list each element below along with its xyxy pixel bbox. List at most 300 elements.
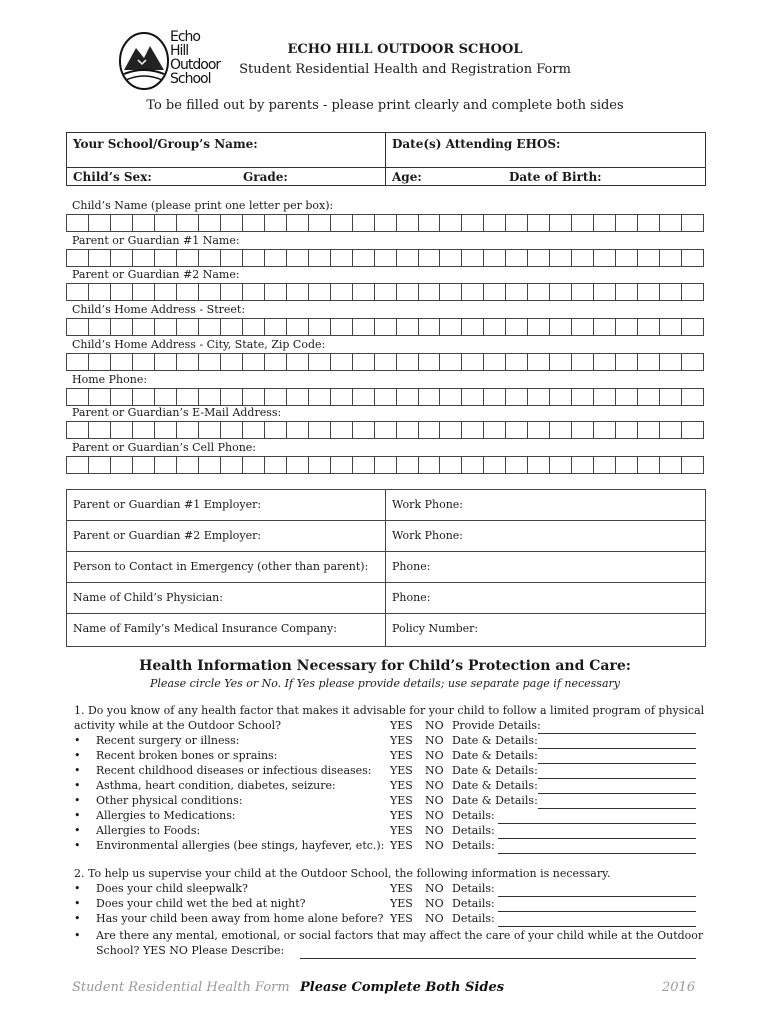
details-line[interactable] — [498, 823, 696, 824]
letter-box[interactable] — [243, 318, 265, 336]
letter-box[interactable] — [111, 318, 133, 336]
letter-box[interactable] — [462, 283, 484, 301]
guardian2-name-boxes[interactable] — [66, 283, 704, 301]
letter-box[interactable] — [199, 318, 221, 336]
letter-box[interactable] — [594, 353, 616, 371]
letter-box[interactable] — [89, 283, 111, 301]
letter-box[interactable] — [287, 214, 309, 232]
letter-box[interactable] — [243, 388, 265, 406]
letter-box[interactable] — [397, 214, 419, 232]
letter-box[interactable] — [133, 318, 155, 336]
table-row[interactable] — [67, 521, 705, 552]
letter-box[interactable] — [638, 214, 660, 232]
letter-box[interactable] — [594, 421, 616, 439]
letter-box[interactable] — [177, 249, 199, 267]
no-option[interactable]: NO — [425, 824, 444, 837]
letter-box[interactable] — [528, 214, 550, 232]
letter-box[interactable] — [616, 421, 638, 439]
letter-box[interactable] — [419, 353, 441, 371]
letter-box[interactable] — [682, 388, 704, 406]
letter-box[interactable] — [506, 388, 528, 406]
table-row[interactable] — [67, 614, 705, 645]
letter-box[interactable] — [462, 353, 484, 371]
letter-box[interactable] — [221, 353, 243, 371]
question-1-text-cont: activity while at the Outdoor School? — [74, 719, 282, 732]
letter-box[interactable] — [331, 421, 353, 439]
details-label: Date & Details: — [452, 749, 538, 762]
letter-box[interactable] — [484, 283, 506, 301]
letter-box[interactable] — [638, 353, 660, 371]
letter-box[interactable] — [155, 388, 177, 406]
letter-box[interactable] — [397, 456, 419, 474]
letter-box[interactable] — [89, 456, 111, 474]
letter-box[interactable] — [638, 249, 660, 267]
letter-box[interactable] — [484, 421, 506, 439]
letter-box[interactable] — [660, 353, 682, 371]
letter-box[interactable] — [309, 421, 331, 439]
letter-box[interactable] — [572, 353, 594, 371]
letter-box[interactable] — [440, 388, 462, 406]
letter-box[interactable] — [331, 388, 353, 406]
letter-box[interactable] — [221, 456, 243, 474]
details-line[interactable] — [538, 763, 696, 764]
letter-box[interactable] — [616, 249, 638, 267]
letter-box[interactable] — [155, 353, 177, 371]
letter-box[interactable] — [660, 456, 682, 474]
letter-box[interactable] — [221, 214, 243, 232]
letter-box[interactable] — [484, 456, 506, 474]
letter-box[interactable] — [528, 318, 550, 336]
letter-box[interactable] — [375, 214, 397, 232]
letter-box[interactable] — [506, 318, 528, 336]
letter-box[interactable] — [287, 388, 309, 406]
details-line[interactable] — [538, 793, 696, 794]
letter-box[interactable] — [419, 318, 441, 336]
table-row[interactable] — [67, 490, 705, 521]
letter-box[interactable] — [550, 249, 572, 267]
letter-box[interactable] — [484, 249, 506, 267]
letter-box[interactable] — [397, 318, 419, 336]
letter-box[interactable] — [682, 283, 704, 301]
letter-box[interactable] — [155, 283, 177, 301]
letter-box[interactable] — [221, 283, 243, 301]
letter-box[interactable] — [331, 456, 353, 474]
letter-box[interactable] — [375, 353, 397, 371]
letter-box[interactable] — [572, 283, 594, 301]
letter-box[interactable] — [506, 353, 528, 371]
letter-box[interactable] — [440, 283, 462, 301]
letter-box[interactable] — [528, 283, 550, 301]
letter-box[interactable] — [287, 353, 309, 371]
letter-box[interactable] — [506, 421, 528, 439]
letter-box[interactable] — [419, 249, 441, 267]
letter-box[interactable] — [550, 318, 572, 336]
letter-box[interactable] — [682, 318, 704, 336]
letter-box[interactable] — [550, 388, 572, 406]
letter-box[interactable] — [309, 353, 331, 371]
yes-option[interactable]: YES — [390, 897, 413, 910]
letter-box[interactable] — [419, 214, 441, 232]
phone-label: Phone: — [392, 591, 431, 604]
letter-box[interactable] — [397, 283, 419, 301]
letter-box[interactable] — [177, 318, 199, 336]
letter-box[interactable] — [89, 388, 111, 406]
letter-box[interactable] — [528, 388, 550, 406]
letter-box[interactable] — [594, 249, 616, 267]
letter-box[interactable] — [199, 283, 221, 301]
mental-factors-describe: School? YES NO Please Describe: — [96, 944, 285, 957]
letter-box[interactable] — [265, 214, 287, 232]
letter-box[interactable] — [638, 388, 660, 406]
letter-box[interactable] — [133, 214, 155, 232]
letter-box[interactable] — [550, 283, 572, 301]
letter-box[interactable] — [572, 214, 594, 232]
letter-box[interactable] — [66, 456, 89, 474]
details-line[interactable] — [538, 733, 696, 734]
letter-box[interactable] — [594, 214, 616, 232]
letter-box[interactable] — [133, 283, 155, 301]
letter-box[interactable] — [331, 214, 353, 232]
letter-box[interactable] — [375, 388, 397, 406]
letter-box[interactable] — [484, 214, 506, 232]
details-line[interactable] — [538, 808, 696, 809]
letter-box[interactable] — [287, 421, 309, 439]
letter-box[interactable] — [66, 388, 89, 406]
no-option[interactable]: NO — [425, 912, 444, 925]
question-1-text: 1. Do you know of any health factor that makes it advisable for your child to follow a limited program of physical — [74, 704, 705, 717]
details-line[interactable] — [538, 778, 696, 779]
letter-box[interactable] — [506, 214, 528, 232]
letter-box[interactable] — [550, 353, 572, 371]
letter-box[interactable] — [660, 283, 682, 301]
letter-box[interactable] — [353, 318, 375, 336]
letter-box[interactable] — [353, 388, 375, 406]
letter-box[interactable] — [265, 388, 287, 406]
letter-box[interactable] — [353, 456, 375, 474]
letter-box[interactable] — [440, 456, 462, 474]
letter-box[interactable] — [177, 353, 199, 371]
letter-box[interactable] — [66, 318, 89, 336]
yes-option[interactable]: YES — [390, 779, 413, 792]
yes-option[interactable]: YES — [390, 734, 413, 747]
letter-box[interactable] — [660, 214, 682, 232]
city-state-zip-boxes[interactable] — [66, 353, 704, 371]
letter-box[interactable] — [199, 249, 221, 267]
details-line[interactable] — [498, 926, 696, 927]
letter-box[interactable] — [89, 353, 111, 371]
letter-box[interactable] — [616, 214, 638, 232]
letter-box[interactable] — [221, 421, 243, 439]
letter-box[interactable] — [462, 318, 484, 336]
letter-box[interactable] — [133, 456, 155, 474]
letter-box[interactable] — [572, 421, 594, 439]
letter-box[interactable] — [265, 421, 287, 439]
letter-box[interactable] — [528, 421, 550, 439]
guardian1-name-boxes[interactable] — [66, 249, 704, 267]
letter-box[interactable] — [550, 214, 572, 232]
letter-box[interactable] — [638, 421, 660, 439]
bullet: • — [74, 764, 81, 777]
letter-box[interactable] — [155, 318, 177, 336]
letter-box[interactable] — [440, 318, 462, 336]
letter-box[interactable] — [462, 388, 484, 406]
details-line[interactable] — [498, 853, 696, 854]
details-line[interactable] — [538, 748, 696, 749]
letter-box[interactable] — [331, 283, 353, 301]
cell-phone-boxes[interactable] — [66, 456, 704, 474]
letter-box[interactable] — [375, 421, 397, 439]
letter-box[interactable] — [199, 421, 221, 439]
letter-box[interactable] — [616, 353, 638, 371]
letter-box[interactable] — [111, 353, 133, 371]
letter-box[interactable] — [221, 249, 243, 267]
letter-box[interactable] — [440, 214, 462, 232]
letter-box[interactable] — [133, 353, 155, 371]
letter-box[interactable] — [199, 456, 221, 474]
no-option[interactable]: NO — [425, 779, 444, 792]
letter-box[interactable] — [66, 421, 89, 439]
letter-box[interactable] — [199, 214, 221, 232]
letter-box[interactable] — [331, 353, 353, 371]
letter-box[interactable] — [243, 353, 265, 371]
letter-box[interactable] — [243, 456, 265, 474]
letter-box[interactable] — [462, 214, 484, 232]
letter-box[interactable] — [528, 353, 550, 371]
letter-box[interactable] — [375, 283, 397, 301]
letter-box[interactable] — [155, 421, 177, 439]
letter-box[interactable] — [221, 388, 243, 406]
letter-box[interactable] — [177, 214, 199, 232]
letter-box[interactable] — [682, 214, 704, 232]
describe-line[interactable] — [300, 958, 696, 959]
letter-box[interactable] — [682, 249, 704, 267]
guardian1-name-label: Parent or Guardian #1 Name: — [72, 234, 240, 247]
letter-box[interactable] — [353, 421, 375, 439]
no-option[interactable]: NO — [425, 897, 444, 910]
letter-box[interactable] — [616, 318, 638, 336]
letter-box[interactable] — [682, 421, 704, 439]
letter-box[interactable] — [660, 388, 682, 406]
letter-box[interactable] — [243, 283, 265, 301]
health-section-title: Health Information Necessary for Child’s Protection and Care: — [139, 658, 631, 674]
work-phone-label: Work Phone: — [392, 498, 464, 511]
letter-box[interactable] — [440, 249, 462, 267]
phone-label: Phone: — [392, 560, 431, 573]
no-option[interactable]: NO — [425, 719, 444, 732]
home-phone-label: Home Phone: — [72, 373, 148, 386]
letter-box[interactable] — [66, 353, 89, 371]
letter-box[interactable] — [265, 318, 287, 336]
no-option[interactable]: NO — [425, 794, 444, 807]
letter-box[interactable] — [265, 283, 287, 301]
letter-box[interactable] — [506, 249, 528, 267]
yes-option[interactable]: YES — [390, 824, 413, 837]
letter-box[interactable] — [89, 318, 111, 336]
details-line[interactable] — [498, 911, 696, 912]
letter-box[interactable] — [638, 456, 660, 474]
no-option[interactable]: NO — [425, 839, 444, 852]
letter-box[interactable] — [265, 353, 287, 371]
no-option[interactable]: NO — [425, 764, 444, 777]
yes-option[interactable]: YES — [390, 794, 413, 807]
details-line[interactable] — [498, 838, 696, 839]
no-option[interactable]: NO — [425, 882, 444, 895]
letter-box[interactable] — [397, 353, 419, 371]
question-item-text: Recent broken bones or sprains: — [96, 749, 278, 762]
letter-box[interactable] — [177, 283, 199, 301]
letter-box[interactable] — [572, 318, 594, 336]
child-name-boxes[interactable] — [66, 214, 704, 232]
letter-box[interactable] — [331, 249, 353, 267]
no-option[interactable]: NO — [425, 749, 444, 762]
letter-box[interactable] — [287, 318, 309, 336]
letter-box[interactable] — [133, 421, 155, 439]
letter-box[interactable] — [397, 421, 419, 439]
letter-box[interactable] — [89, 249, 111, 267]
letter-box[interactable] — [111, 388, 133, 406]
letter-box[interactable] — [111, 249, 133, 267]
letter-box[interactable] — [111, 283, 133, 301]
letter-box[interactable] — [682, 456, 704, 474]
letter-box[interactable] — [440, 353, 462, 371]
letter-box[interactable] — [309, 214, 331, 232]
letter-box[interactable] — [550, 421, 572, 439]
mountain-logo-icon — [118, 30, 170, 92]
letter-box[interactable] — [506, 456, 528, 474]
letter-box[interactable] — [155, 249, 177, 267]
letter-box[interactable] — [243, 249, 265, 267]
letter-box[interactable] — [265, 249, 287, 267]
letter-box[interactable] — [682, 353, 704, 371]
letter-box[interactable] — [572, 388, 594, 406]
letter-box[interactable] — [506, 283, 528, 301]
letter-box[interactable] — [572, 456, 594, 474]
letter-box[interactable] — [616, 456, 638, 474]
letter-box[interactable] — [353, 283, 375, 301]
letter-box[interactable] — [572, 249, 594, 267]
yes-option[interactable]: YES — [390, 882, 413, 895]
letter-box[interactable] — [177, 456, 199, 474]
letter-box[interactable] — [155, 214, 177, 232]
yes-option[interactable]: YES — [390, 839, 413, 852]
letter-box[interactable] — [419, 421, 441, 439]
letter-box[interactable] — [287, 249, 309, 267]
letter-box[interactable] — [199, 353, 221, 371]
letter-box[interactable] — [66, 283, 89, 301]
letter-box[interactable] — [133, 249, 155, 267]
letter-box[interactable] — [133, 388, 155, 406]
letter-box[interactable] — [594, 456, 616, 474]
school-info-box — [66, 132, 706, 186]
table-row[interactable] — [67, 552, 705, 583]
letter-box[interactable] — [638, 318, 660, 336]
letter-box[interactable] — [265, 456, 287, 474]
letter-box[interactable] — [287, 283, 309, 301]
letter-box[interactable] — [375, 249, 397, 267]
letter-box[interactable] — [177, 421, 199, 439]
letter-box[interactable] — [111, 456, 133, 474]
email-boxes[interactable] — [66, 421, 704, 439]
home-phone-boxes[interactable] — [66, 388, 704, 406]
letter-box[interactable] — [397, 249, 419, 267]
letter-box[interactable] — [66, 249, 89, 267]
letter-box[interactable] — [375, 318, 397, 336]
yes-option[interactable]: YES — [390, 764, 413, 777]
yes-option[interactable]: YES — [390, 809, 413, 822]
letter-box[interactable] — [419, 283, 441, 301]
letter-box[interactable] — [375, 456, 397, 474]
letter-box[interactable] — [594, 318, 616, 336]
letter-box[interactable] — [353, 353, 375, 371]
details-line[interactable] — [498, 896, 696, 897]
letter-box[interactable] — [89, 421, 111, 439]
street-address-boxes[interactable] — [66, 318, 704, 336]
letter-box[interactable] — [616, 388, 638, 406]
letter-box[interactable] — [353, 249, 375, 267]
letter-box[interactable] — [331, 318, 353, 336]
no-option[interactable]: NO — [425, 809, 444, 822]
letter-box[interactable] — [660, 249, 682, 267]
letter-box[interactable] — [419, 456, 441, 474]
letter-box[interactable] — [287, 456, 309, 474]
letter-box[interactable] — [309, 249, 331, 267]
letter-box[interactable] — [111, 214, 133, 232]
letter-box[interactable] — [89, 214, 111, 232]
letter-box[interactable] — [243, 421, 265, 439]
letter-box[interactable] — [550, 456, 572, 474]
letter-box[interactable] — [462, 249, 484, 267]
details-label: Date & Details: — [452, 794, 538, 807]
letter-box[interactable] — [484, 388, 506, 406]
table-row[interactable] — [67, 583, 705, 614]
letter-box[interactable] — [309, 388, 331, 406]
letter-box[interactable] — [594, 283, 616, 301]
yes-option[interactable]: YES — [390, 719, 413, 732]
letter-box[interactable] — [419, 388, 441, 406]
letter-box[interactable] — [484, 318, 506, 336]
letter-box[interactable] — [484, 353, 506, 371]
letter-box[interactable] — [594, 388, 616, 406]
letter-box[interactable] — [221, 318, 243, 336]
details-label: Details: — [452, 839, 495, 852]
letter-box[interactable] — [638, 283, 660, 301]
yes-option[interactable]: YES — [390, 749, 413, 762]
letter-box[interactable] — [353, 214, 375, 232]
letter-box[interactable] — [528, 249, 550, 267]
yes-option[interactable]: YES — [390, 912, 413, 925]
letter-box[interactable] — [660, 318, 682, 336]
letter-box[interactable] — [111, 421, 133, 439]
letter-box[interactable] — [309, 283, 331, 301]
letter-box[interactable] — [397, 388, 419, 406]
letter-box[interactable] — [462, 456, 484, 474]
details-label: Details: — [452, 824, 495, 837]
letter-box[interactable] — [155, 456, 177, 474]
letter-box[interactable] — [243, 214, 265, 232]
letter-box[interactable] — [309, 318, 331, 336]
letter-box[interactable] — [177, 388, 199, 406]
letter-box[interactable] — [66, 214, 89, 232]
no-option[interactable]: NO — [425, 734, 444, 747]
letter-box[interactable] — [309, 456, 331, 474]
work-phone-label: Work Phone: — [392, 529, 464, 542]
letter-box[interactable] — [440, 421, 462, 439]
letter-box[interactable] — [616, 283, 638, 301]
letter-box[interactable] — [528, 456, 550, 474]
letter-box[interactable] — [199, 388, 221, 406]
letter-box[interactable] — [462, 421, 484, 439]
letter-box[interactable] — [660, 421, 682, 439]
